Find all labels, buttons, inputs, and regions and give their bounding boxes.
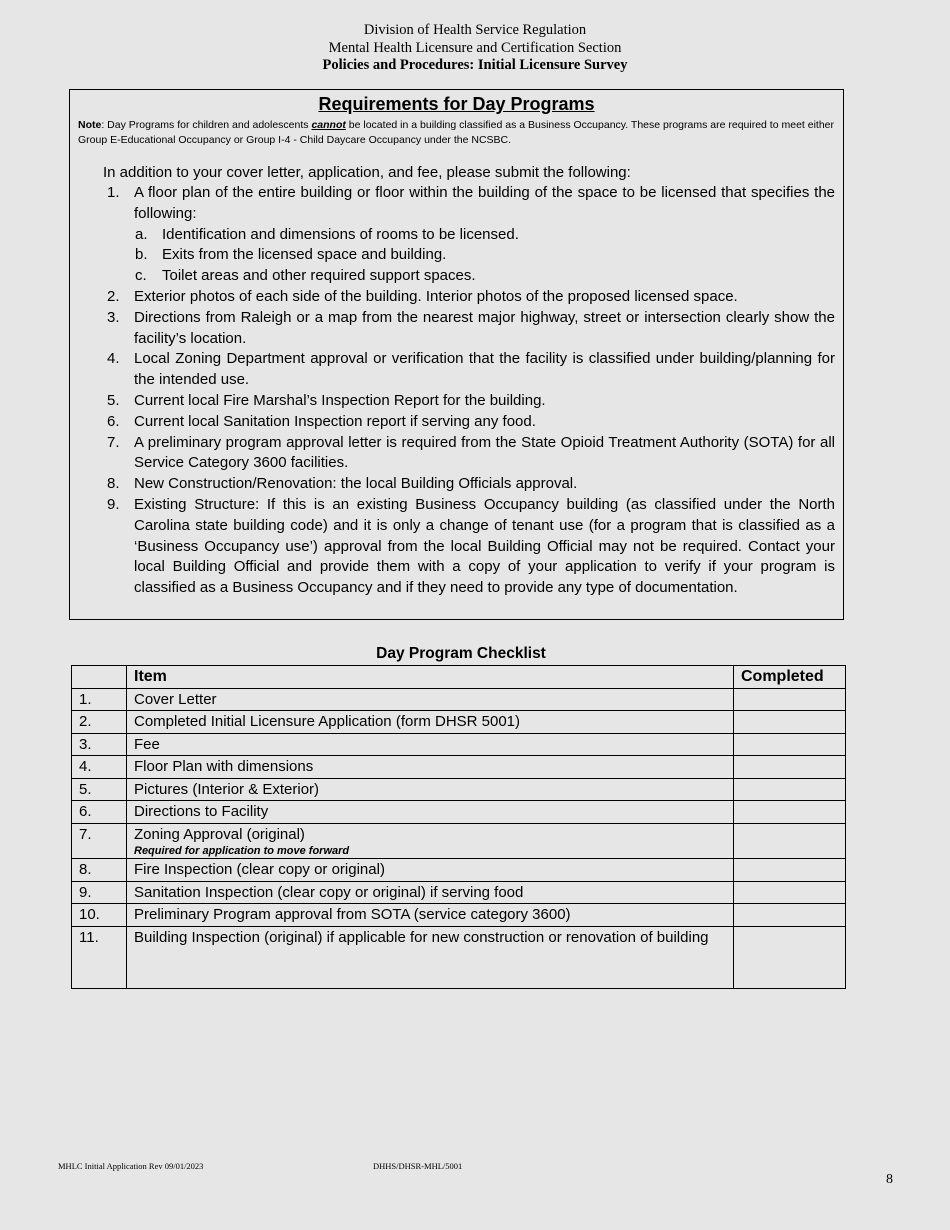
table-row [72, 823, 846, 859]
requirement-text: Exterior photos of each side of the building. Interior photos of the proposed licensed space. [134, 287, 738, 305]
requirements-box [69, 89, 844, 620]
subitem-letter: c. [135, 267, 147, 285]
row-item: Cover Letter [127, 688, 734, 711]
row-completed-cell[interactable] [734, 859, 846, 882]
row-number: 11. [72, 926, 127, 988]
row-number: 4. [72, 756, 127, 779]
requirements-note [78, 118, 836, 148]
table-row [72, 926, 846, 988]
row-completed-cell[interactable] [734, 733, 846, 756]
row-completed-cell[interactable] [734, 904, 846, 927]
table-row [72, 881, 846, 904]
row-completed-cell[interactable] [734, 756, 846, 779]
table-row [72, 756, 846, 779]
requirement-number: 9. [107, 495, 120, 513]
row-number: 5. [72, 778, 127, 801]
requirement-number: 7. [107, 433, 120, 451]
table-row [72, 688, 846, 711]
subitem-letter: a. [135, 225, 148, 243]
table-row [72, 859, 846, 882]
row-item: Pictures (Interior & Exterior) [127, 778, 734, 801]
header-completed: Completed [734, 666, 846, 689]
requirements-intro: In addition to your cover letter, application, and fee, please submit the following: [103, 164, 631, 181]
requirement-item [70, 391, 835, 412]
row-completed-cell[interactable] [734, 801, 846, 824]
note-emphasis: cannot [311, 119, 346, 131]
table-row [72, 801, 846, 824]
footer-revision: MHLC Initial Application Rev 09/01/2023 [58, 1161, 204, 1171]
subitem-text: Toilet areas and other required support spaces. [162, 267, 476, 285]
requirement-item [70, 287, 835, 308]
row-item-cell [127, 823, 734, 859]
subitem-letter: b. [135, 246, 148, 264]
header-policy: Policies and Procedures: Initial Licensure Survey [322, 57, 628, 73]
requirement-number: 8. [107, 475, 120, 493]
requirements-list [70, 183, 843, 599]
table-row [72, 904, 846, 927]
requirement-number: 3. [107, 308, 120, 326]
row-completed-cell[interactable] [734, 823, 846, 859]
header-section: Mental Health Licensure and Certification Section [328, 39, 622, 56]
row-item: Building Inspection (original) if applicable for new construction or renovation of building [127, 926, 734, 988]
header-division: Division of Health Service Regulation [363, 22, 587, 38]
checklist-table [71, 665, 846, 989]
row-item: Directions to Facility [127, 801, 734, 824]
row-item: Completed Initial Licensure Application (form DHSR 5001) [127, 711, 734, 734]
table-row [72, 778, 846, 801]
requirement-number: 1. [107, 184, 120, 201]
row-number: 7. [72, 823, 127, 859]
requirement-item [70, 495, 835, 599]
checklist-title: Day Program Checklist [376, 645, 546, 662]
requirement-number: 5. [107, 391, 120, 409]
requirement-text: Current local Sanitation Inspection report if serving any food. [134, 412, 536, 430]
requirement-subitem [134, 225, 835, 246]
row-item: Fire Inspection (clear copy or original) [127, 859, 734, 882]
row-item: Preliminary Program approval from SOTA (service category 3600) [127, 904, 734, 927]
requirement-text: Existing Structure: If this is an existing Business Occupancy building (as classified under the North Carolina state building code) and it is only a change of tenant use (for a program that is classified as a ‘Business Occupancy use’) approval from the local Building Official may not be required. Contact your local Building Official and provide them with a copy of your application to verify if your program is classified as a Business Occupancy and if they need to provide any type of documentation. [134, 495, 835, 597]
row-completed-cell[interactable] [734, 778, 846, 801]
row-number: 3. [72, 733, 127, 756]
footer-form-id: DHHS/DHSR-MHL/5001 [373, 1161, 463, 1171]
document-header [0, 22, 950, 75]
row-completed-cell[interactable] [734, 688, 846, 711]
requirement-item [70, 308, 835, 350]
requirement-text: A preliminary program approval letter is required from the State Opioid Treatment Authority (SOTA) for all Service Category 3600 facilities. [134, 433, 835, 472]
requirement-item [70, 183, 835, 287]
requirement-item [70, 433, 835, 475]
table-row [72, 733, 846, 756]
requirement-item [70, 349, 835, 391]
checklist-header-row [72, 666, 846, 689]
requirement-item [70, 474, 835, 495]
row-completed-cell[interactable] [734, 881, 846, 904]
row-number: 10. [72, 904, 127, 927]
requirement-number: 6. [107, 412, 120, 430]
requirement-item [70, 412, 835, 433]
page-number: 8 [886, 1172, 893, 1187]
row-item: Zoning Approval (original) [134, 825, 305, 843]
row-number: 9. [72, 881, 127, 904]
row-number: 8. [72, 859, 127, 882]
row-number: 1. [72, 688, 127, 711]
requirement-text: Local Zoning Department approval or verification that the facility is classified under building/planning for the intended use. [134, 350, 835, 389]
subitem-text: Identification and dimensions of rooms to be licensed. [162, 225, 519, 243]
requirement-text: New Construction/Renovation: the local Building Officials approval. [134, 475, 578, 493]
requirement-text: Current local Fire Marshal’s Inspection Report for the building. [134, 391, 546, 409]
row-item: Floor Plan with dimensions [127, 756, 734, 779]
row-item: Sanitation Inspection (clear copy or original) if serving food [127, 881, 734, 904]
row-completed-cell[interactable] [734, 926, 846, 988]
row-number: 2. [72, 711, 127, 734]
requirement-text: A floor plan of the entire building or floor within the building of the space to be licensed that specifies the following: [134, 184, 835, 222]
table-row [72, 711, 846, 734]
header-item: Item [127, 666, 734, 689]
requirement-number: 2. [107, 287, 120, 305]
row-number: 6. [72, 801, 127, 824]
note-text-pre: : Day Programs for children and adolescents [101, 119, 312, 131]
requirement-subitem [134, 245, 835, 266]
requirement-subitem [134, 266, 835, 287]
requirement-text: Directions from Raleigh or a map from the nearest major highway, street or intersection clearly show the facility’s location. [134, 308, 835, 347]
requirements-title: Requirements for Day Programs [318, 94, 595, 114]
requirement-number: 4. [107, 350, 120, 368]
row-item: Fee [127, 733, 734, 756]
requirement-sublist [134, 225, 835, 287]
row-item-subnote: Required for application to move forward [134, 845, 350, 857]
note-text-post: be located in a building classified as a Business Occupancy. These programs are required to meet either Group E-Educational Occupancy or Group I-4 - Child Daycare Occupancy under the NCSBC. [78, 119, 835, 146]
subitem-text: Exits from the licensed space and building. [162, 246, 447, 264]
header-number [72, 666, 127, 689]
row-completed-cell[interactable] [734, 711, 846, 734]
note-label: Note [78, 119, 102, 131]
